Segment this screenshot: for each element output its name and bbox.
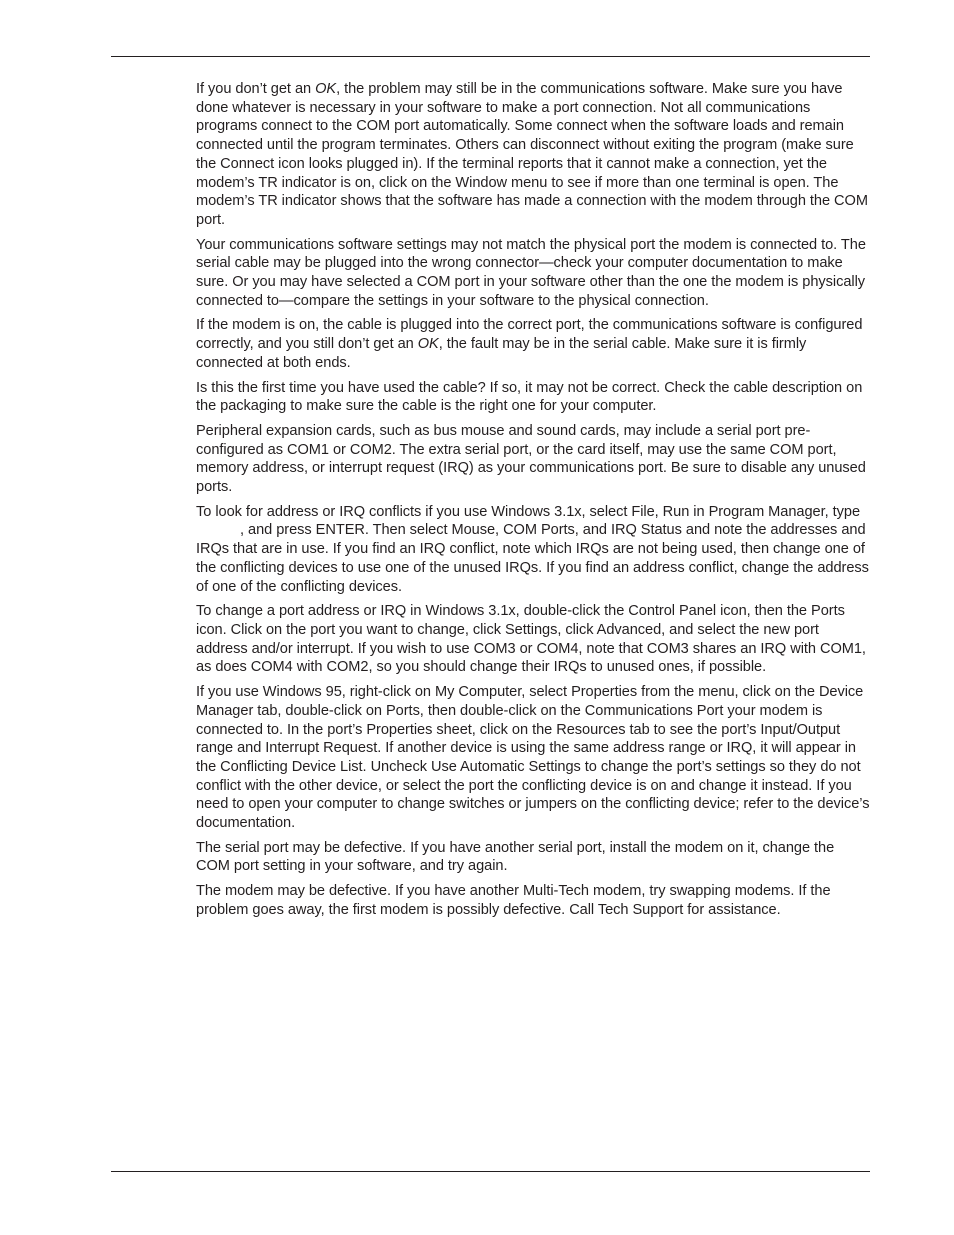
paragraph-serial-cable: If the modem is on, the cable is plugged into the correct port, the communications software is configured correctly, and you still don’t get an OK, the fault may be in the serial cable. Make sure it is firmly connected at both ends.: [196, 317, 863, 371]
paragraph-windows-31-ports: To change a port address or IRQ in Windows 3.1x, double-click the Control Panel icon, then the Ports icon. Click on the port you want to change, click Settings, click Advanced, and select the new port address and/or interrupt. If you wish to use COM3 or COM4, note that COM3 shares an IRQ with COM1, as does COM4 with COM2, so you should change their IRQs to unused ones, if possible.: [196, 603, 866, 676]
paragraph-serial-port-defective: The serial port may be defective. If you have another serial port, install the modem on it, change the COM port setting in your software, and try again.: [196, 839, 835, 875]
ok-response: OK: [315, 81, 337, 97]
paragraph-windows-95: If you use Windows 95, right-click on My Computer, select Properties from the menu, click on the Device Manager tab, double-click on Ports, then double-click on the Communications Port your modem is connected to. In the port’s Properties sheet, click on the Resources tab to see the port’s Input/Output range and Interrupt Request. If another device is using the same address range or IRQ, it will appear in the Conflicting Device List. Uncheck Use Automatic Settings to change the port’s settings so they do not conflict with the other device, or select the port the conflicting device is on and change it instead. If you need to open your computer to change switches or jumpers on the conflicting device; refer to the device’s documentation.: [196, 684, 870, 832]
paragraph-modem-defective: The modem may be defective. If you have another Multi-Tech modem, try swapping modems. If the problem goes away, the first modem is possibly defective. Call Tech Support for assistance.: [196, 883, 831, 918]
paragraph-ok-software: If you don’t get an OK, the problem may still be in the communications software. Make sure you have done whatever is necessary in your software to make a port connection. Not all communications programs connect to the COM port automatically. Some connect when the software loads and remain connected until the program terminates. Others can disconnect without exiting the program (make sure the Connect icon looks plugged in). If the terminal reports that it cannot make a connection, yet the modem’s TR indicator is on, click on the Window menu to see if more than one terminal is open. The modem’s TR indicator shows that the software has made a connection with the modem through the COM port.: [196, 81, 868, 228]
ok-response: OK: [417, 336, 439, 353]
paragraph-port-settings: Your communications software settings may not match the physical port the modem is connected to. The serial cable may be plugged into the wrong connector—check your computer documentation to make sure. Or you may have selected a COM port in your software other than the one the modem is physically connected to—compare the settings in your software to the physical connection.: [196, 236, 866, 309]
paragraph-cable-first-time: Is this the first time you have used the cable? If so, it may not be correct. Check the cable description on the packaging to make sure the cable is the right one for your computer.: [196, 379, 863, 415]
body-text: [196, 80, 872, 926]
footer-rule: [111, 1171, 870, 1172]
paragraph-irq-conflicts: To look for address or IRQ conflicts if you use Windows 3.1x, select File, Run in Program Manager, type, and press ENTER. Then select Mouse, COM Ports, and IRQ Status and note the addresses and IRQs that are in use. If you find an IRQ conflict, note which IRQs are not being used, then change one of the conflicting devices to use one of the unused IRQs. If you find an address conflict, change the address of one of the conflicting devices.: [196, 503, 869, 595]
paragraph-expansion-cards: Peripheral expansion cards, such as bus mouse and sound cards, may include a serial port pre-configured as COM1 or COM2. The extra serial port, or the card itself, may use the same COM port, memory address, or interrupt request (IRQ) as your communications port. Be sure to disable any unused ports.: [196, 422, 866, 496]
header-rule: [111, 56, 870, 57]
